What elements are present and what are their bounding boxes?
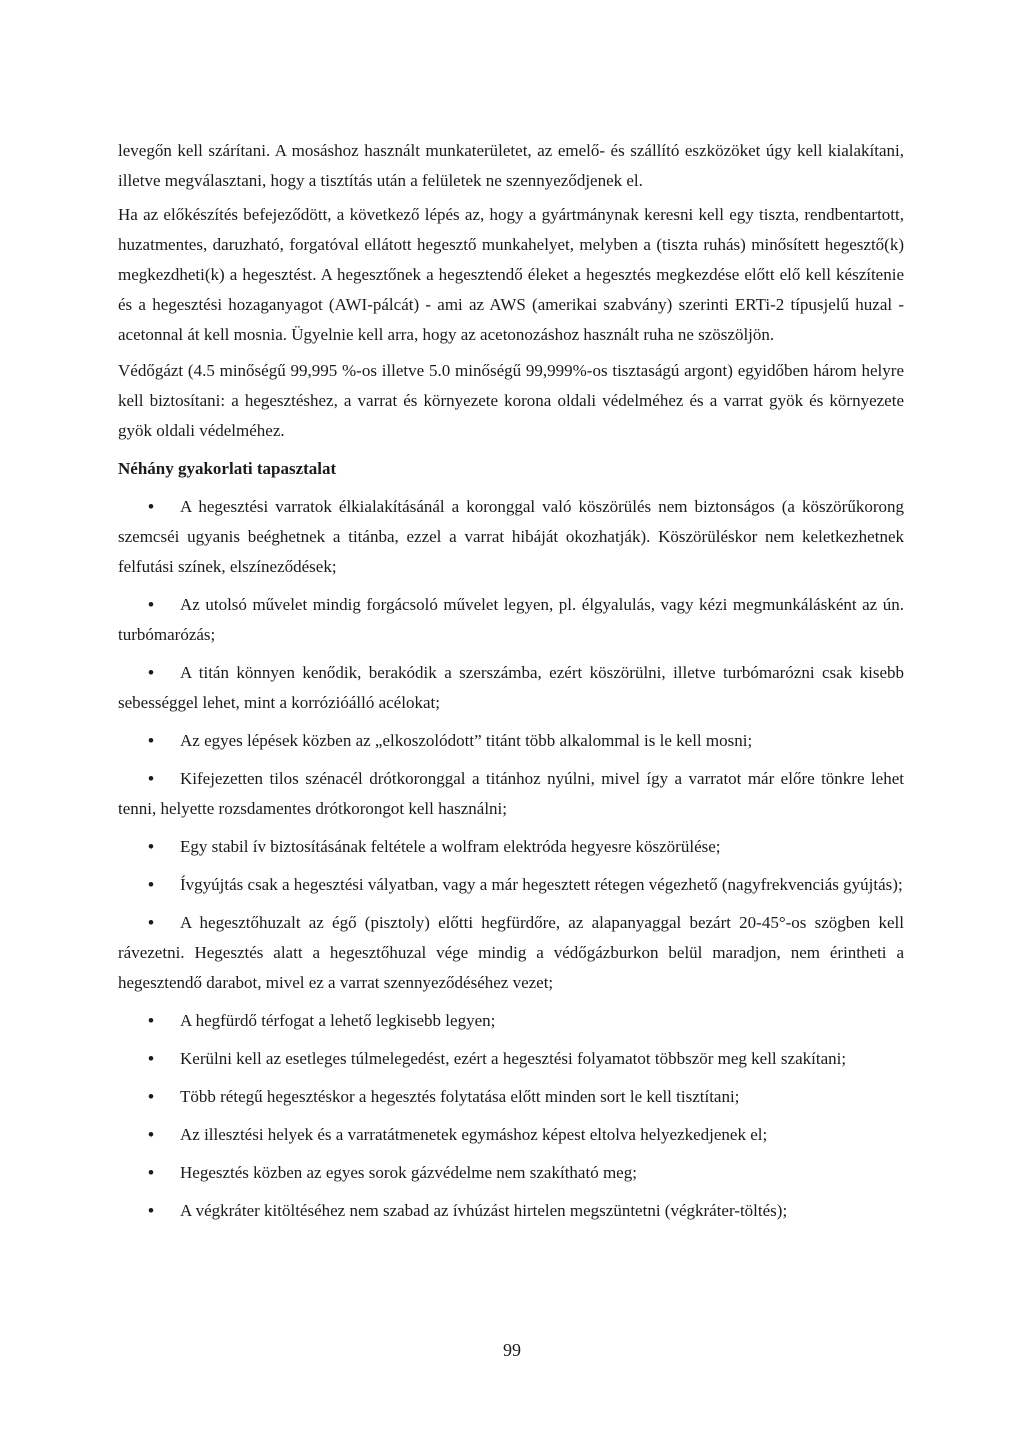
bullet-icon: •: [148, 913, 154, 932]
list-item: [118, 1006, 904, 1036]
list-item: [118, 908, 904, 998]
bullet-list: [118, 492, 904, 1226]
list-item-text: Kerülni kell az esetleges túlmelegedést, ezért a hegesztési folyamatot többször meg kell szakítani;: [180, 1049, 847, 1068]
bullet-icon: •: [148, 663, 154, 682]
list-item: [118, 870, 904, 900]
list-item: [118, 658, 904, 718]
list-item: [118, 1120, 904, 1150]
list-item: [118, 726, 904, 756]
list-item-text: A titán könnyen kenődik, berakódik a szerszámba, ezért köszörülni, illetve turbómarózni csak kisebb sebességgel lehet, mint a korrózióálló acélokat;: [118, 663, 904, 712]
list-item: [118, 492, 904, 582]
list-item-text: Az utolsó művelet mindig forgácsoló művelet legyen, pl. élgyalulás, vagy kézi megmunkálásként az ún. turbómarózás;: [118, 595, 904, 644]
list-item: [118, 590, 904, 650]
list-item-text: Kifejezetten tilos szénacél drótkoronggal a titánhoz nyúlni, mivel így a varratot már előre tönkre lehet tenni, helyette rozsdamentes drótkorongot kell használni;: [118, 769, 904, 818]
list-item: [118, 1082, 904, 1112]
section-heading: Néhány gyakorlati tapasztalat: [118, 459, 337, 478]
list-item-text: A végkráter kitöltéséhez nem szabad az ívhúzást hirtelen megszüntetni (végkráter-töltés);: [180, 1201, 788, 1220]
list-item: [118, 1158, 904, 1188]
bullet-icon: •: [148, 837, 154, 856]
list-item-text: Ívgyújtás csak a hegesztési vályatban, vagy a már hegesztett rétegen végezhető (nagyfrekvenciás gyújtás);: [180, 875, 903, 894]
list-item-text: A hegesztési varratok élkialakításánál a koronggal való köszörülés nem biztonságos (a köszörűkorong szemcséi ugyanis beéghetnek a titánba, ezzel a varrat hibáját okozhatják). Köszörüléskor nem keletkezhetnek felfutási színek, elszíneződések;: [118, 497, 904, 576]
bullet-icon: •: [148, 1201, 154, 1220]
bullet-icon: •: [148, 1163, 154, 1182]
bullet-icon: •: [148, 595, 154, 614]
paragraph: Védőgázt (4.5 minőségű 99,995 %-os illetve 5.0 minőségű 99,999%-os tisztaságú argont) egyidőben három helyre kell biztosítani: a hegesztéshez, a varrat és környezete korona oldali védelméhez és a varrat gyök és környezete gyök oldali védelméhez.: [118, 361, 904, 440]
list-item: [118, 832, 904, 862]
bullet-icon: •: [148, 1011, 154, 1030]
bullet-icon: •: [148, 875, 154, 894]
paragraph: levegőn kell szárítani. A mosáshoz használt munkaterületet, az emelő- és szállító eszközöket úgy kell kialakítani, illetve megválasztani, hogy a tisztítás után a felületek ne szennyeződjenek el.: [118, 141, 904, 190]
list-item: [118, 764, 904, 824]
bullet-icon: •: [148, 769, 154, 788]
bullet-icon: •: [148, 497, 154, 516]
list-item: [118, 1044, 904, 1074]
bullet-icon: •: [148, 1087, 154, 1106]
list-item-text: A hegesztőhuzalt az égő (pisztoly) előtti hegfürdőre, az alapanyaggal bezárt 20-45°-os szögben kell rávezetni. Hegesztés alatt a hegesztőhuzal vége mindig a védőgázburkon belül maradjon, nem érintheti a hegesztendő darabot, mivel ez a varrat szennyeződéséhez vezet;: [118, 913, 904, 992]
bullet-icon: •: [148, 731, 154, 750]
list-item-text: A hegfürdő térfogat a lehető legkisebb legyen;: [180, 1011, 496, 1030]
page-number: 99: [503, 1340, 521, 1360]
list-item-text: Egy stabil ív biztosításának feltétele a wolfram elektróda hegyesre köszörülése;: [180, 837, 721, 856]
page-content: [118, 136, 904, 1226]
list-item-text: Az egyes lépések közben az „elkoszolódott” titánt több alkalommal is le kell mosni;: [180, 731, 753, 750]
list-item-text: Hegesztés közben az egyes sorok gázvédelme nem szakítható meg;: [180, 1163, 637, 1182]
list-item-text: Az illesztési helyek és a varratátmenetek egymáshoz képest eltolva helyezkedjenek el;: [180, 1125, 768, 1144]
list-item: [118, 1196, 904, 1226]
paragraph: Ha az előkészítés befejeződött, a következő lépés az, hogy a gyártmánynak keresni kell egy tiszta, rendbentartott, huzatmentes, daruzható, forgatóval ellátott hegesztő munkahelyet, melyben a (tiszta ruhás) minősített hegesztő(k) megkezdheti(k) a hegesztést. A hegesztőnek a hegesztendő éleket a hegesztés megkezdése előtt elő kell készítenie és a hegesztési hozaganyagot (AWI-pálcát) - ami az AWS (amerikai szabvány) szerinti ERTi-2 típusjelű huzal - acetonnal át kell mosnia. Ügyelnie kell arra, hogy az acetonozáshoz használt ruha ne szöszöljön.: [118, 205, 904, 344]
list-item-text: Több rétegű hegesztéskor a hegesztés folytatása előtt minden sort le kell tisztítani;: [180, 1087, 740, 1106]
bullet-icon: •: [148, 1049, 154, 1068]
bullet-icon: •: [148, 1125, 154, 1144]
